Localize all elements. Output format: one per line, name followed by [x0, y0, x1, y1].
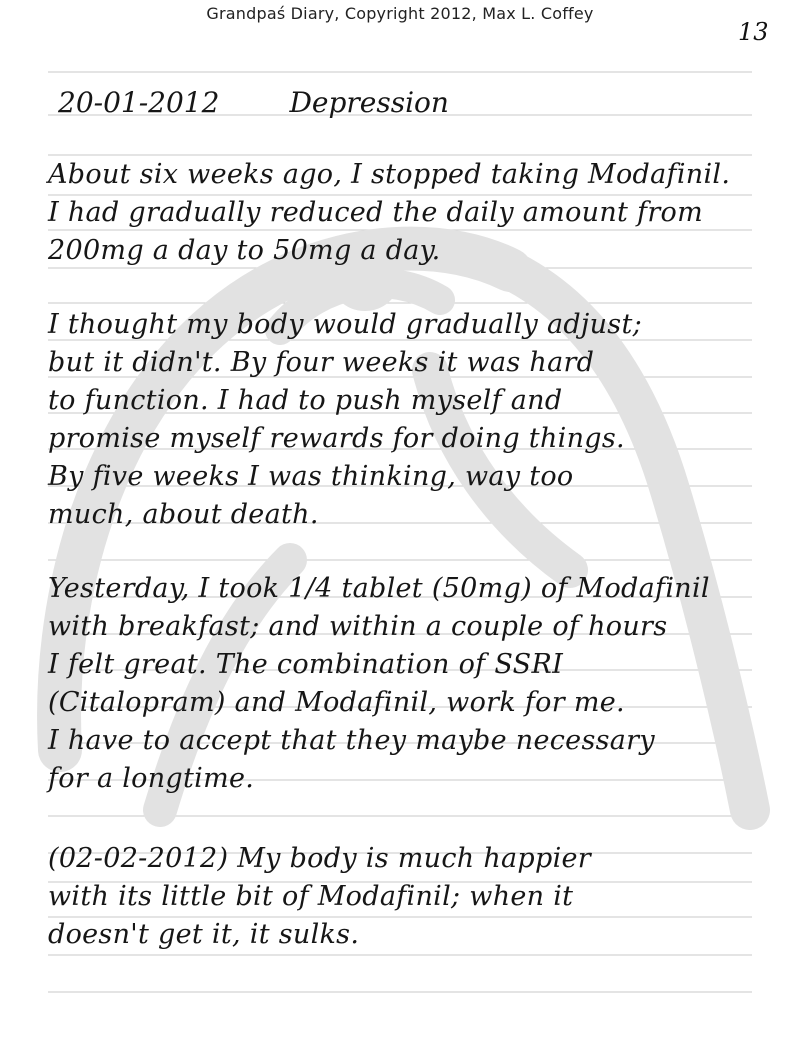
text-line: (02-02-2012) My body is much happier [48, 843, 591, 874]
text-line: promise myself rewards for doing things. [48, 423, 625, 454]
paragraph-4 [48, 840, 778, 954]
entry-heading-row [58, 86, 449, 119]
paragraph-2 [48, 306, 778, 534]
text-line: About six weeks ago, I stopped taking Modafinil. [48, 159, 731, 190]
text-line: much, about death. [48, 499, 319, 530]
text-line: for a longtime. [48, 763, 255, 794]
text-line: I had gradually reduced the daily amount from [48, 197, 703, 228]
paragraph-1 [48, 156, 778, 270]
text-line: with breakfast; and within a couple of hours [48, 611, 668, 642]
text-line: doesn't get it, it sulks. [48, 919, 360, 950]
text-line: I thought my body would gradually adjust; [48, 309, 642, 340]
text-line: I have to accept that they maybe necessary [48, 725, 655, 756]
entry-title: Depression [289, 86, 449, 119]
text-line: (Citalopram) and Modafinil, work for me. [48, 687, 625, 718]
text-line: I felt great. The combination of SSRI [48, 649, 564, 680]
page-header: Grandpaś Diary, Copyright 2012, Max L. Coffey [206, 4, 594, 23]
paragraph-3 [48, 570, 778, 798]
text-line: with its little bit of Modafinil; when it [48, 881, 574, 912]
text-line: Yesterday, I took 1/4 tablet (50mg) of Modafinil [48, 573, 710, 604]
text-line: By five weeks I was thinking, way too [48, 461, 574, 492]
entry-date: 20-01-2012 [58, 86, 220, 119]
text-line: but it didn't. By four weeks it was hard [48, 347, 595, 378]
text-line: 200mg a day to 50mg a day. [48, 235, 441, 266]
text-line: to function. I had to push myself and [48, 385, 563, 416]
page-number: 13 [738, 18, 769, 46]
